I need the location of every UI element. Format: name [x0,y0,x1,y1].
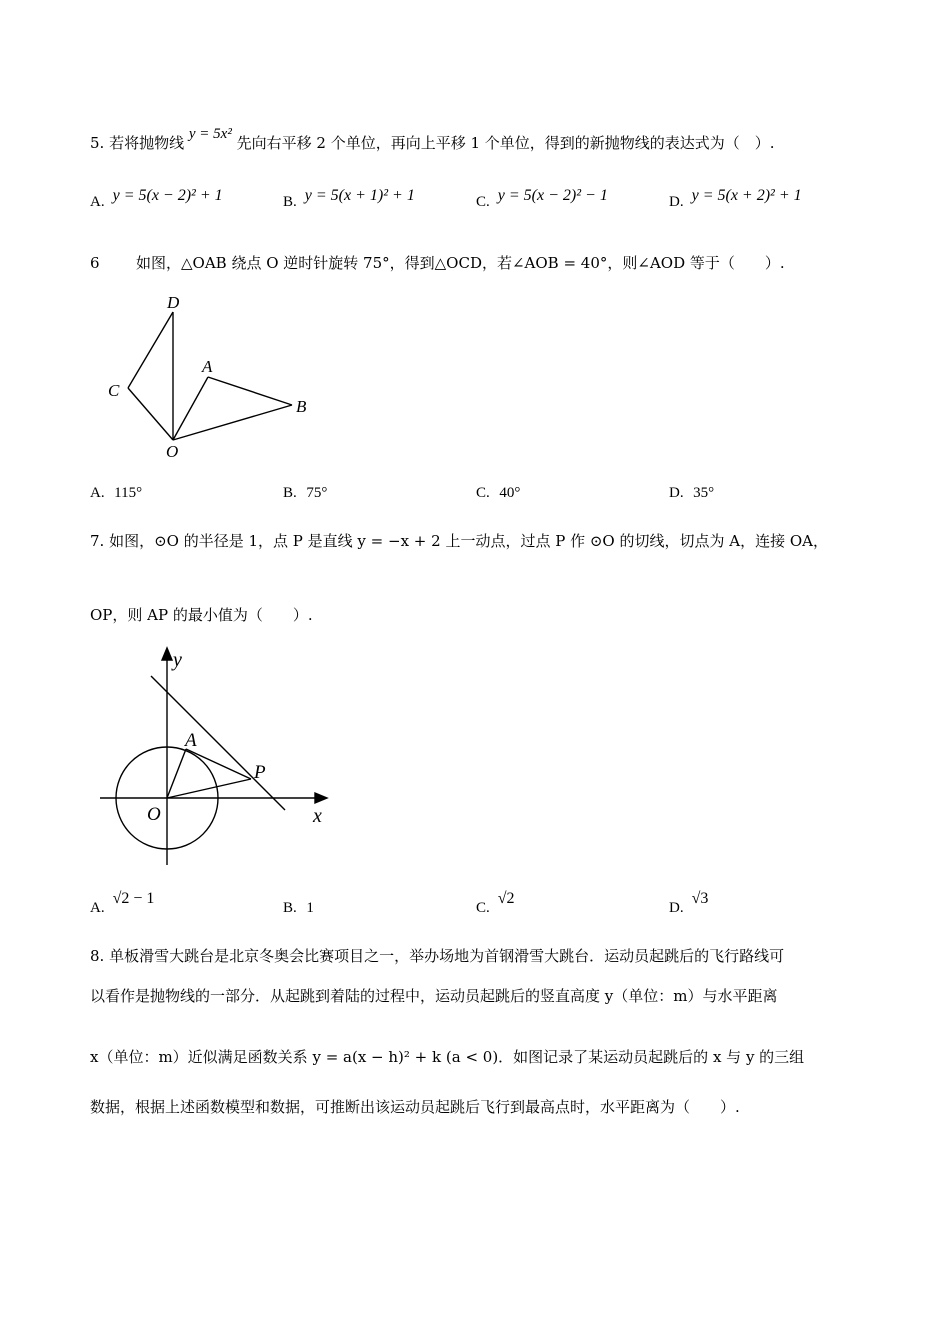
option-value: √2 − 1 [112,890,155,907]
q5-text-b: 先向右平移 2 个单位，再向上平移 1 个单位，得到的新抛物线的表达式为（ ）. [236,134,775,152]
option-value: √2 [497,890,515,907]
option-letter: B. [283,900,297,916]
q8-text-line2: 以看作是抛物线的一部分．从起跳到着陆的过程中，运动员起跳后的竖直高度 y（单位：m）与水平距离 [90,987,778,1005]
label-y: y [173,649,182,671]
segment-op [167,779,251,798]
q5-option-d[interactable] [669,187,802,211]
q7-stem-line1 [90,530,828,551]
option-value: 35° [693,485,715,501]
option-letter: C. [476,194,490,210]
label-b: B [296,397,307,416]
q8-text-line4: 数据，根据上述函数模型和数据，可推断出该运动员起跳后飞行到最高点时，水平距离为（ ）. [90,1098,740,1116]
segment-bo [173,405,292,440]
q5-option-a[interactable] [90,187,223,211]
q6-option-b[interactable] [283,483,327,502]
q5-text-a: 若将抛物线 [109,134,185,152]
q5-stem [90,126,775,153]
q5-option-b[interactable] [283,187,415,211]
q8-line3 [90,1046,804,1067]
q8-line4 [90,1096,740,1117]
segment-ap [186,749,251,779]
label-d: D [167,293,180,312]
option-value: √3 [691,890,709,907]
q8-number: 8. [90,947,105,965]
q6-text: 如图，△OAB 绕点 O 逆时针旋转 75°，得到△OCD，若∠AOB = 40°，则∠AOD 等于（ ）. [136,254,785,272]
label-a: A [185,730,197,751]
segment-oa [167,749,186,798]
label-p: P [254,762,266,783]
q7-stem-line2 [90,604,313,625]
q7-option-b[interactable] [283,898,314,917]
q6-stem [90,252,785,273]
q7-option-a[interactable] [90,890,155,917]
q8-text-line1: 单板滑雪大跳台是北京冬奥会比赛项目之一，举办场地为首钢滑雪大跳台．运动员起跳后的飞行路线可 [109,947,785,965]
q7-option-c[interactable] [476,890,515,917]
option-value: y = 5(x − 2)² − 1 [497,187,608,204]
q5-number: 5. [90,134,105,152]
q7-option-d[interactable] [669,890,709,917]
x-axis-arrow [315,793,327,803]
option-value: 1 [306,900,314,916]
option-value: 115° [114,485,143,501]
y-axis-arrow [162,648,172,660]
q7-text-line2: OP，则 AP 的最小值为（ ）. [90,606,313,624]
option-letter: C. [476,900,490,916]
label-o: O [166,442,179,461]
q5-option-c[interactable] [476,187,608,211]
option-letter: B. [283,194,297,210]
option-letter: D. [669,900,684,916]
option-letter: B. [283,485,297,501]
option-value: 40° [499,485,521,501]
label-a: A [202,357,213,376]
q7-figure [95,640,345,872]
label-c: C [108,381,120,400]
label-x: x [313,805,322,827]
option-letter: A. [90,900,105,916]
q7-text-line1: 如图，⊙O 的半径是 1，点 P 是直线 y = −x + 2 上一动点，过点 P 作 ⊙O 的切线，切点为 A，连接 OA， [109,532,828,550]
segment-dc [128,312,173,388]
q8-line2 [90,985,777,1006]
q5-formula: y = 5x² [188,126,232,142]
q7-number: 7. [90,532,105,550]
option-letter: D. [669,485,684,501]
label-o: O [147,804,161,825]
q6-option-a[interactable] [90,483,142,502]
option-value: y = 5(x + 1)² + 1 [304,187,415,204]
segment-co [128,388,173,440]
q6-option-c[interactable] [476,483,520,502]
q8-line1 [90,945,784,966]
segment-ab [208,377,292,405]
option-letter: A. [90,194,105,210]
option-value: y = 5(x + 2)² + 1 [691,187,802,204]
q8-text-line3: x（单位：m）近似满足函数关系 y = a(x − h)² + k (a < 0)．如图记录了某运动员起跳后的 x 与 y 的三组 [90,1048,805,1066]
option-value: y = 5(x − 2)² + 1 [112,187,223,204]
q6-number: 6 [90,254,100,272]
option-letter: A. [90,485,105,501]
q6-figure [100,290,330,465]
option-letter: C. [476,485,490,501]
q6-option-d[interactable] [669,483,714,502]
option-letter: D. [669,194,684,210]
q6-triangles [128,312,292,440]
option-value: 75° [306,485,328,501]
